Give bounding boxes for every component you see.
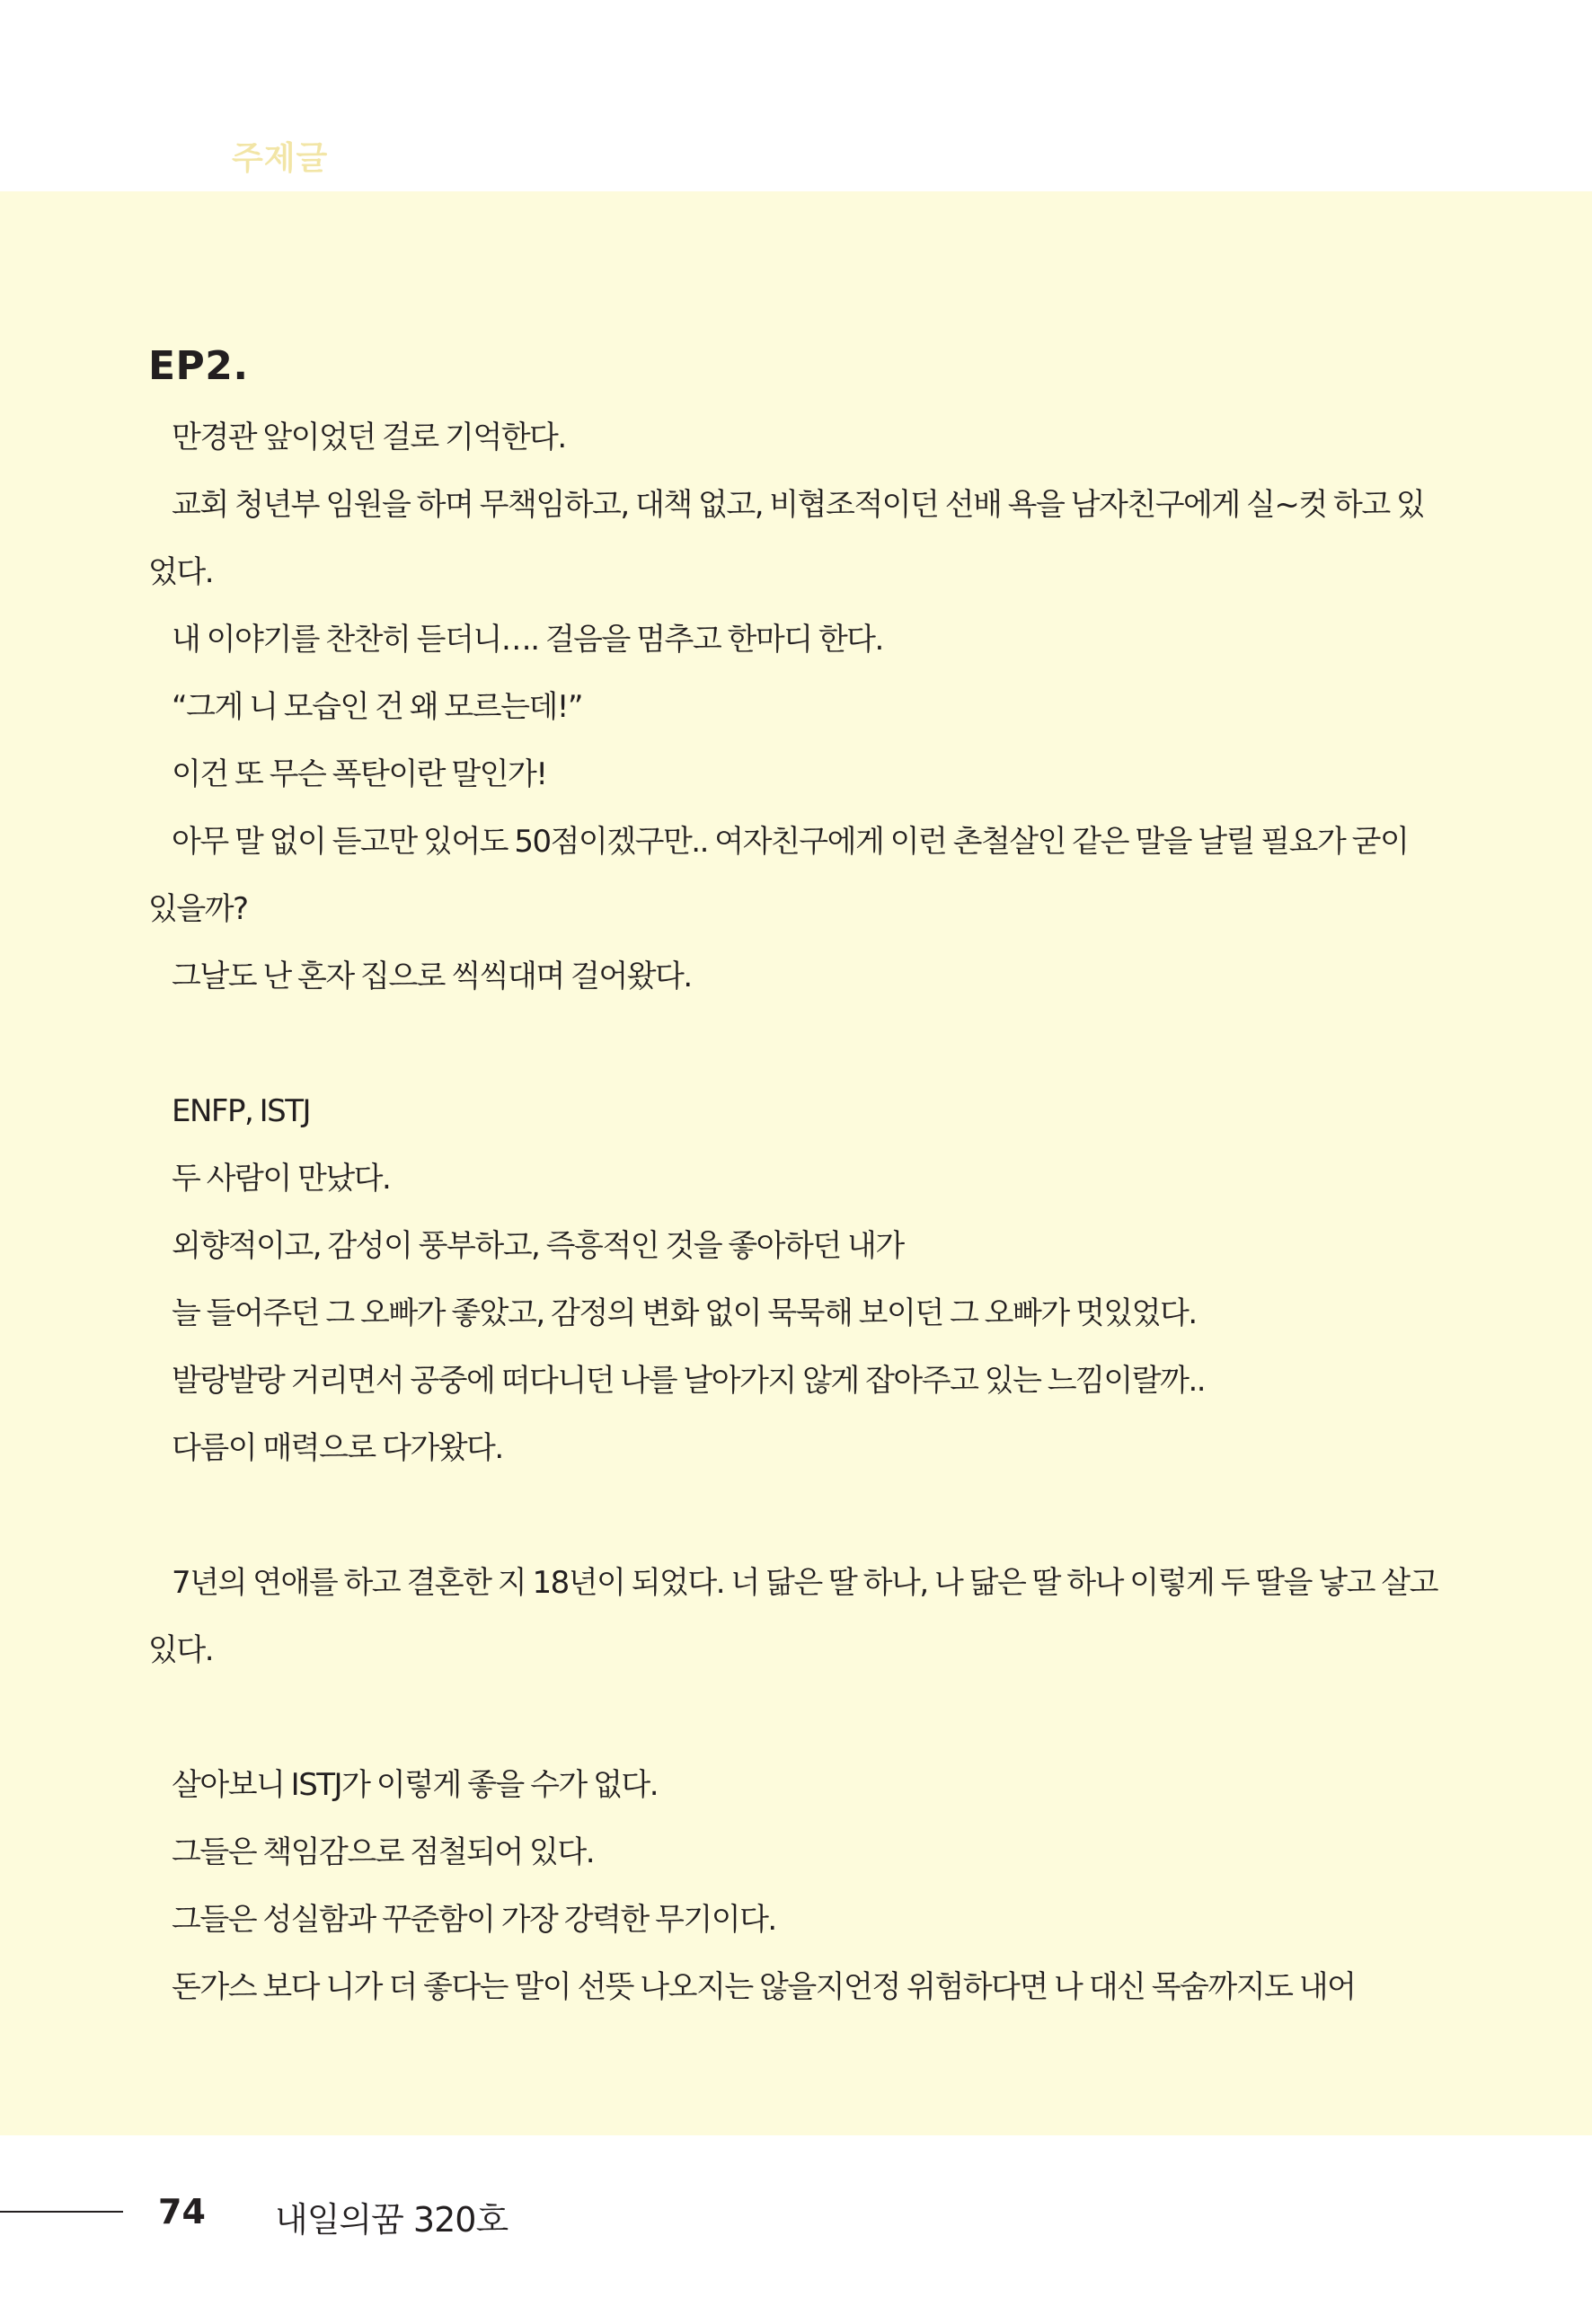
paragraph: 그날도 난 혼자 집으로 씩씩대며 걸어왔다.: [172, 959, 692, 994]
page-number: 74: [158, 2192, 206, 2231]
paragraph-gap: [148, 1482, 1442, 1550]
paragraph: 7년의 연애를 하고 결혼한 지 18년이 되었다. 너 닮은 딸 하나, 나 닮은 딸 하나 이렇게 두 딸을 낳고 살고 있다.: [148, 1565, 1437, 1668]
paragraph: 다름이 매력으로 다가왔다.: [172, 1430, 503, 1466]
section-label: 주제글: [232, 140, 329, 177]
magazine-name: 내일의꿈 320호: [275, 2200, 509, 2240]
paragraph: 교회 청년부 임원을 하며 무책임하고, 대책 없고, 비협조적이던 선배 욕을 남자친구에게 실~컷 하고 있었다.: [148, 487, 1425, 590]
article-heading: EP2.: [148, 343, 249, 389]
paragraph: 이건 또 무슨 폭탄이란 말인가!: [172, 756, 547, 792]
paragraph: 두 사람이 만났다.: [172, 1161, 391, 1197]
paragraph: 발랑발랑 거리면서 공중에 떠다니던 나를 날아가지 않게 잡아주고 있는 느낌이랄까..: [172, 1363, 1206, 1399]
paragraph: 살아보니 ISTJ가 이렇게 좋을 수가 없다.: [172, 1767, 659, 1803]
paragraph: 아무 말 없이 듣고만 있어도 50점이겠구만.. 여자친구에게 이런 촌철살인 같은 말을 날릴 필요가 굳이 있을까?: [148, 824, 1409, 927]
paragraph: 그들은 책임감으로 점철되어 있다.: [172, 1834, 595, 1870]
paragraph-gap: [148, 1011, 1442, 1078]
paragraph-gap: [148, 1684, 1442, 1752]
paragraph: 늘 들어주던 그 오빠가 좋았고, 감정의 변화 없이 묵묵해 보이던 그 오빠가 멋있었다.: [172, 1295, 1197, 1331]
article-body: [148, 404, 1442, 2021]
paragraph: 내 이야기를 찬찬히 듣더니…. 걸음을 멈추고 한마디 한다.: [172, 622, 883, 658]
paragraph: “그게 니 모습인 건 왜 모르는데!”: [172, 689, 583, 725]
footer-rule: [0, 2211, 123, 2213]
paragraph: 그들은 성실함과 꾸준함이 가장 강력한 무기이다.: [172, 1902, 776, 1938]
paragraph: 돈가스 보다 니가 더 좋다는 말이 선뜻 나오지는 않을지언정 위험하다면 나 대신 목숨까지도 내어: [172, 1969, 1356, 2005]
paragraph: 만경관 앞이었던 걸로 기억한다.: [172, 420, 566, 455]
paragraph: ENFP, ISTJ: [172, 1093, 310, 1129]
paragraph: 외향적이고, 감성이 풍부하고, 즉흥적인 것을 좋아하던 내가: [172, 1228, 904, 1264]
